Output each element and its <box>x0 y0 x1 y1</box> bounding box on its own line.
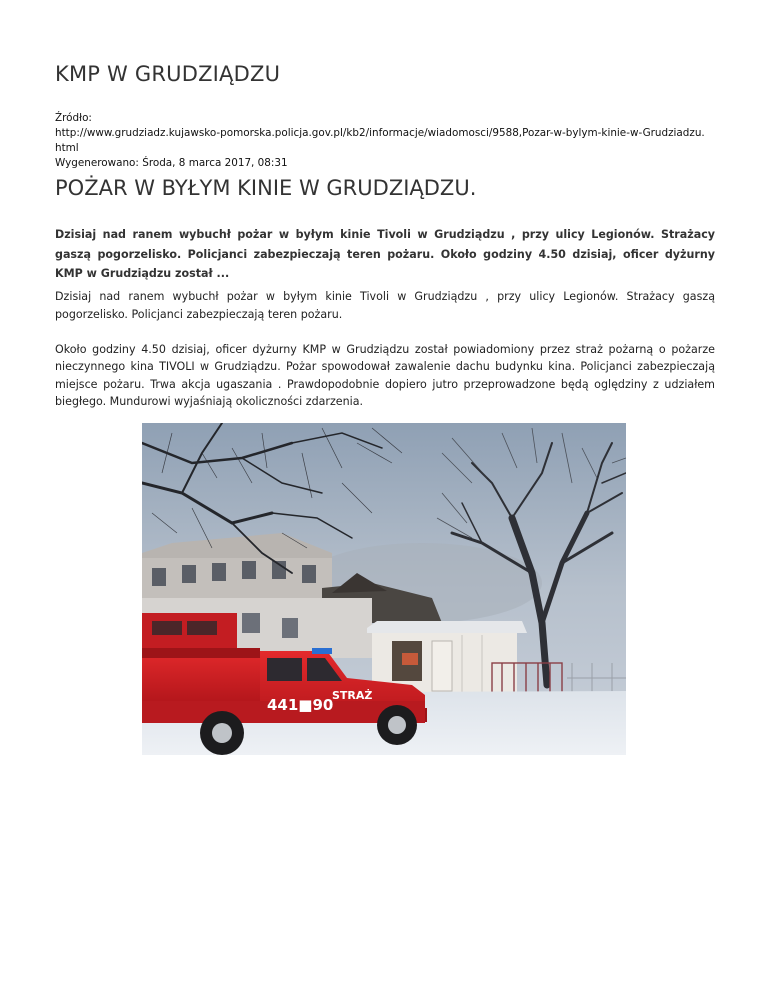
article-body <box>55 288 715 428</box>
source-label: Źródło: <box>55 112 92 124</box>
source-meta <box>55 111 720 171</box>
article-paragraph: Około godziny 4.50 dzisiaj, oficer dyżurny KMP w Grudziądzu został powiadomiony przez straż pożarną o pożarze nieczynnego kina TIVOLI w Grudziądzu. Pożar spowodował zawalenie dachu budynku kina. Policjanci zabezpieczają miejsce pożaru. Trwa akcja ugaszania . Prawdopodobnie dopiero jutro przeprowadzone będą oględziny z udziałem biegłego. Mundurowi wyjaśniają okoliczności zdarzenia. <box>55 342 715 408</box>
source-url-continuation[interactable]: html <box>55 142 79 154</box>
article-title: POŻAR W BYŁYM KINIE W GRUDZIĄDZU. <box>55 176 477 200</box>
article-photo <box>142 423 626 755</box>
article-paragraph: Dzisiaj nad ranem wybuchł pożar w byłym kinie Tivoli w Grudziądzu , przy ulicy Legionów. Strażacy gaszą pogorzelisko. Policjanci zabezpieczają teren pożaru. <box>55 290 715 321</box>
article-lead: Dzisiaj nad ranem wybuchł pożar w byłym kinie Tivoli w Grudziądzu , przy ulicy Legionów. Strażacy gaszą pogorzelisko. Policjanci zabezpieczają teren pożaru. Około godziny 4.50 dzisiaj, oficer dyżurny KMP w Grudziądzu został ... <box>55 228 715 280</box>
source-url[interactable]: http://www.grudziadz.kujawsko-pomorska.policja.gov.pl/kb2/informacje/wiadomosci/9588,Pozar-w-bylym-kinie-w-Grudziadzu. <box>55 127 705 139</box>
truck-number: 441■90 <box>267 696 334 714</box>
truck-label: STRAŻ <box>332 689 373 702</box>
generated-date: Wygenerowano: Środa, 8 marca 2017, 08:31 <box>55 157 288 169</box>
site-title: KMP W GRUDZIĄDZU <box>55 62 281 86</box>
